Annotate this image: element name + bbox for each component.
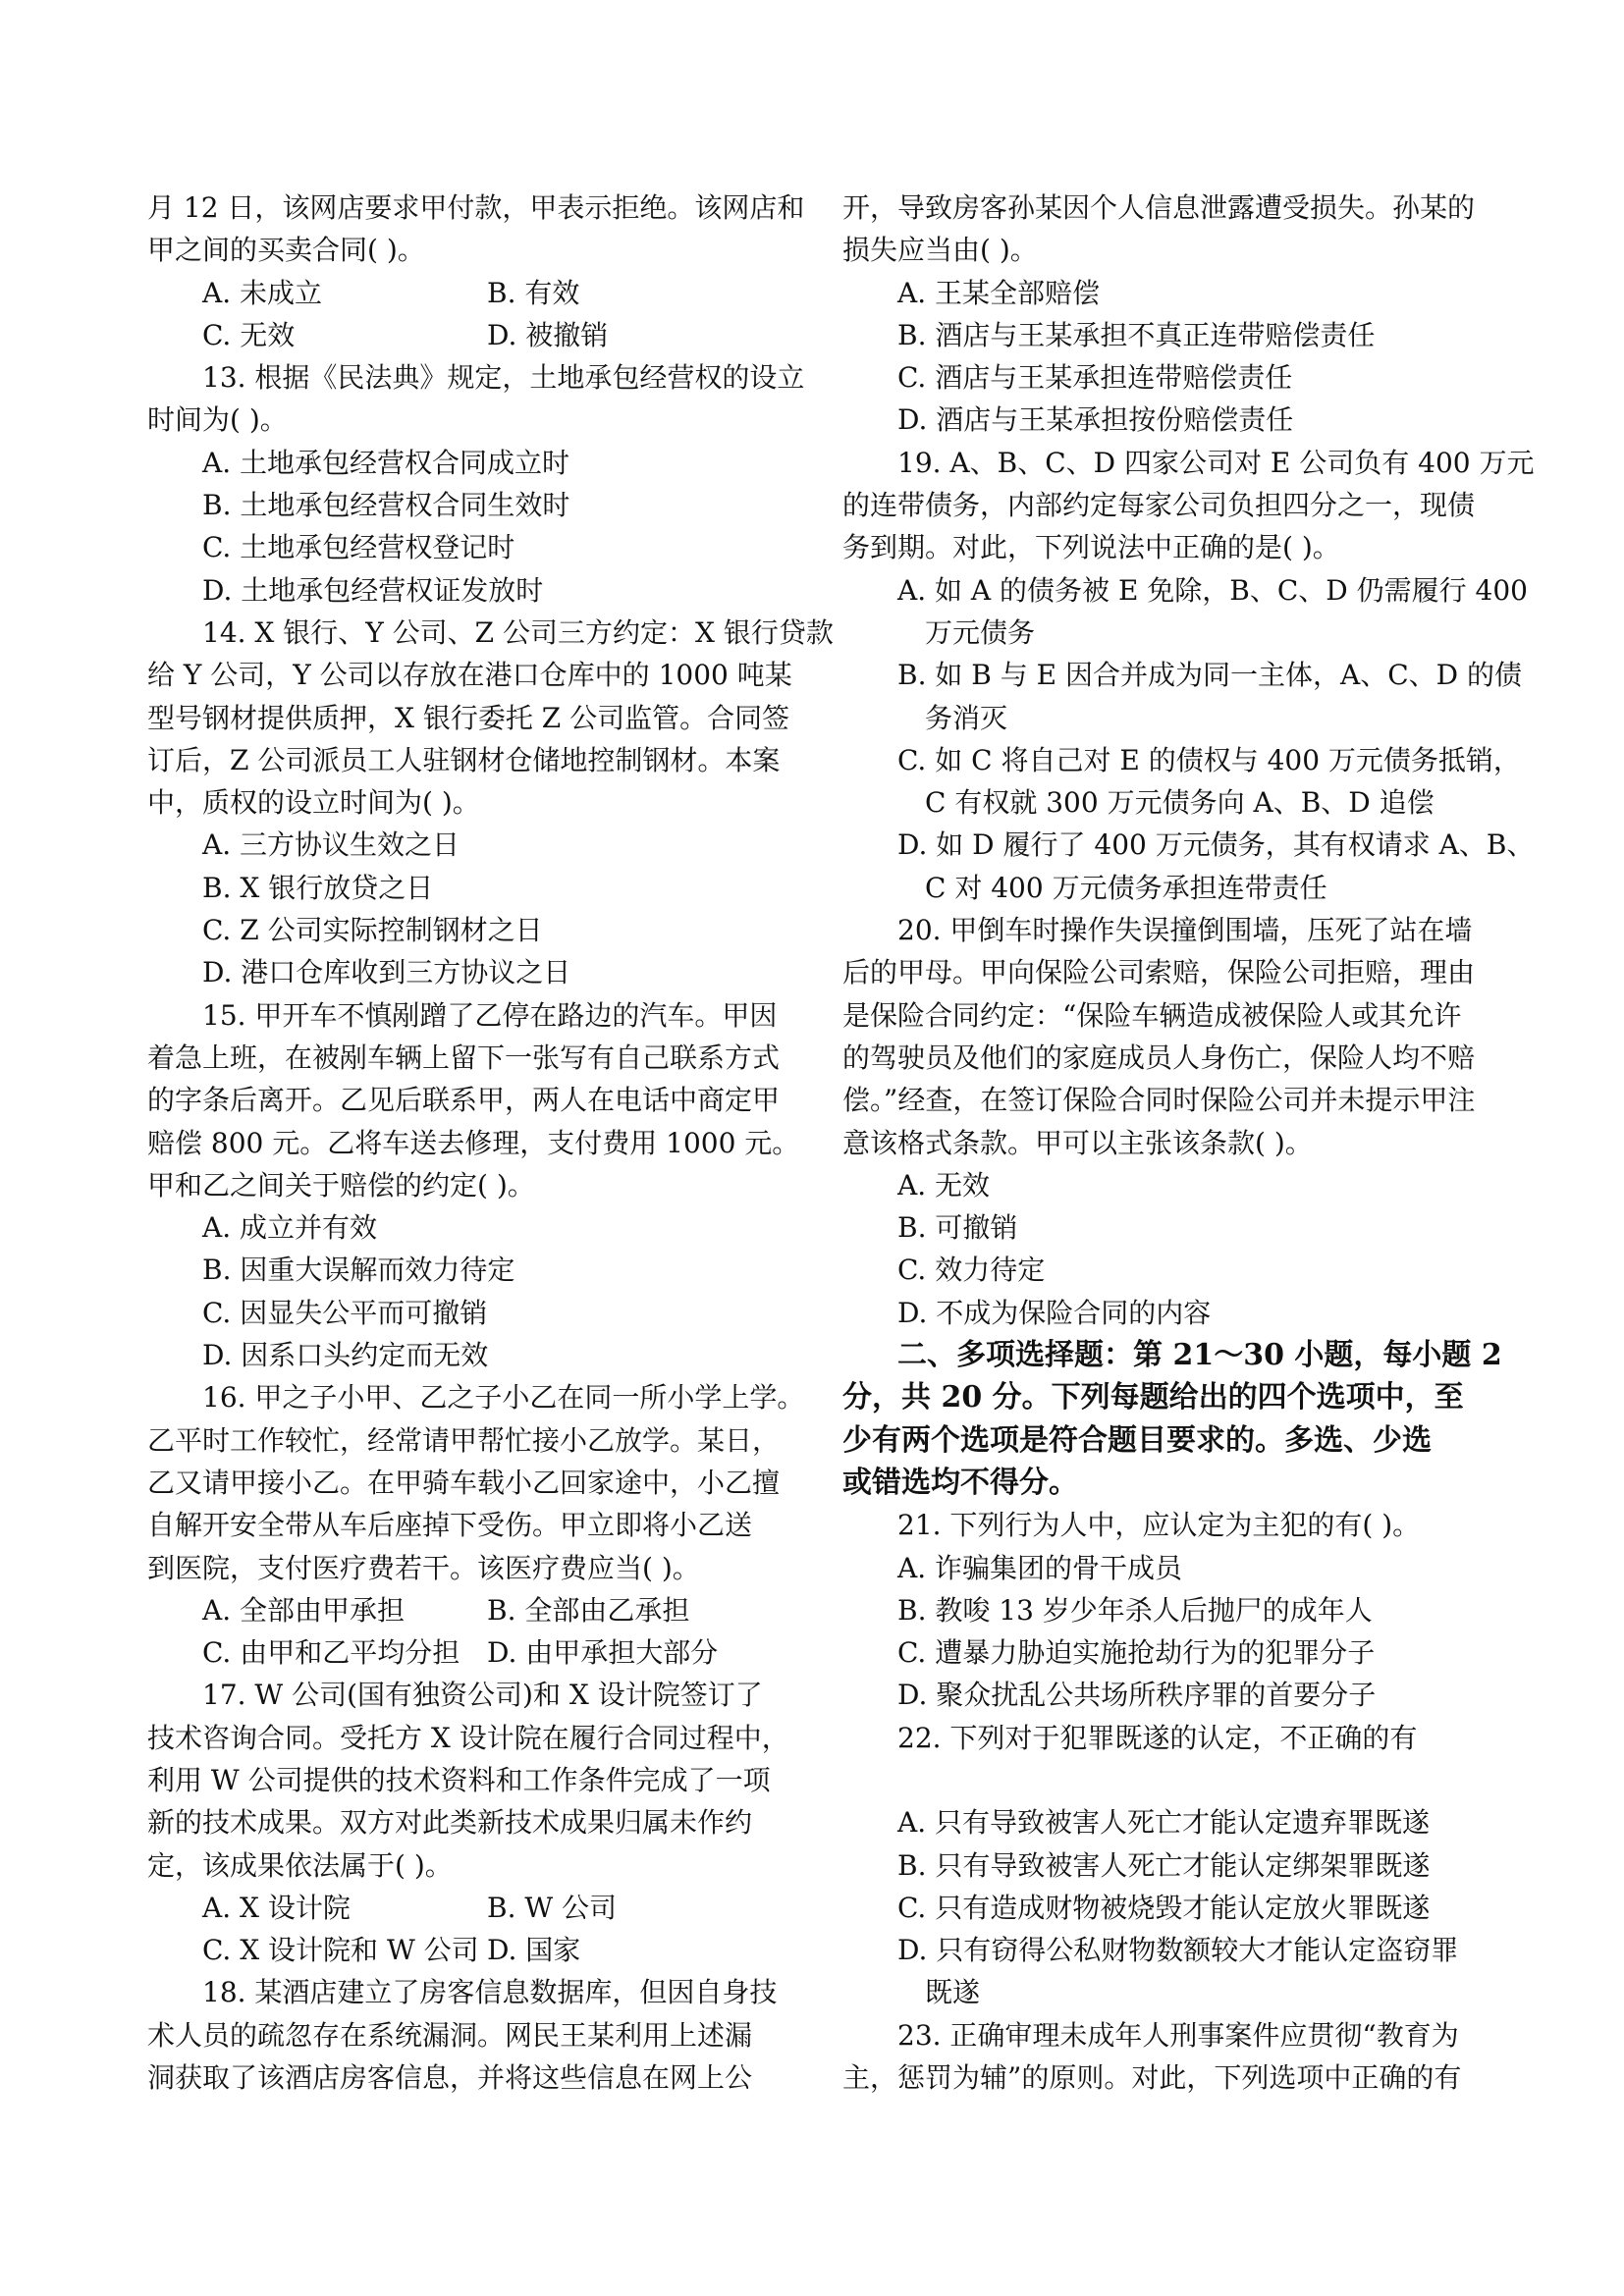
option-d: D. 港口仓库收到三方协议之日 bbox=[202, 956, 571, 989]
section-heading-line: 分，共 20 分。下列每题给出的四个选项中，至 bbox=[842, 1380, 1464, 1415]
question-16 bbox=[147, 1376, 805, 1674]
option-d: D. 如 D 履行了 400 万元债务，其有权请求 A、B、 bbox=[897, 828, 1535, 862]
question-stem-line: 21. 下列行为人中，应认定为主犯的有( )。 bbox=[897, 1509, 1421, 1542]
question-stem-line: 19. A、B、C、D 四家公司对 E 公司负有 400 万元 bbox=[897, 446, 1535, 479]
option-c-continued: C 有权就 300 万元债务向 A、B、D 追偿 bbox=[925, 786, 1435, 820]
option-a: A. X 设计院 bbox=[202, 1891, 351, 1924]
option-d: D. 由甲承担大部分 bbox=[487, 1636, 719, 1670]
question-18 bbox=[147, 1971, 795, 2099]
option-d: D. 国家 bbox=[487, 1934, 581, 1967]
question-20 bbox=[842, 909, 1490, 1334]
question-17 bbox=[147, 1674, 795, 1971]
question-stem-line: 甲之间的买卖合同( )。 bbox=[147, 234, 425, 267]
question-stem-line: 乙又请甲接小乙。在甲骑车载小乙回家途中，小乙擅 bbox=[147, 1466, 781, 1499]
option-c: C. 无效 bbox=[202, 318, 296, 351]
question-stem-line: 甲和乙之间关于赔偿的约定( )。 bbox=[147, 1168, 535, 1201]
question-stem-line: 月 12 日，该网店要求甲付款，甲表示拒绝。该网店和 bbox=[147, 191, 805, 224]
question-stem-line: 偿。”经查，在签订保险合同时保险公司并未提示甲注 bbox=[842, 1084, 1476, 1117]
option-b: B. 教唆 13 岁少年杀人后抛尸的成年人 bbox=[897, 1593, 1373, 1627]
option-b: B. 土地承包经营权合同生效时 bbox=[202, 489, 570, 522]
right-column bbox=[842, 187, 1535, 2099]
option-b: B. 可撤销 bbox=[897, 1211, 1018, 1245]
option-a: A. 诈骗集团的骨干成员 bbox=[897, 1551, 1183, 1584]
section-heading-line: 或错选均不得分。 bbox=[842, 1465, 1078, 1500]
blank-line bbox=[842, 1759, 1490, 1801]
question-stem-line: 到医院，支付医疗费若干。该医疗费应当( )。 bbox=[147, 1551, 700, 1584]
option-d: D. 只有窃得公私财物数额较大才能认定盗窃罪 bbox=[897, 1934, 1459, 1967]
option-c: C. 酒店与王某承担连带赔偿责任 bbox=[897, 361, 1293, 395]
question-stem-line: 主，惩罚为辅”的原则。对此，下列选项中正确的有 bbox=[842, 2061, 1462, 2095]
question-22 bbox=[842, 1717, 1490, 2014]
question-stem-line: 利用 W 公司提供的技术资料和工作条件完成了一项 bbox=[147, 1763, 771, 1796]
option-a: A. 无效 bbox=[897, 1168, 991, 1201]
question-stem-line: 20. 甲倒车时操作失误撞倒围墙，压死了站在墙 bbox=[897, 914, 1473, 947]
question-stem-line: 中，质权的设立时间为( )。 bbox=[147, 786, 480, 820]
option-b-continued: 务消灭 bbox=[925, 701, 1008, 734]
option-c: C. 土地承包经营权登记时 bbox=[202, 531, 515, 564]
question-stem-line: 务到期。对此，下列说法中正确的是( )。 bbox=[842, 531, 1340, 564]
option-d-continued: 既遂 bbox=[925, 1976, 981, 2009]
question-stem-line: 自解开安全带从车后座掉下受伤。甲立即将小乙送 bbox=[147, 1509, 753, 1542]
option-b: B. 有效 bbox=[487, 276, 580, 309]
question-stem-line: 订后，Z 公司派员工人驻钢材仓储地控制钢材。本案 bbox=[147, 743, 781, 776]
section-heading-line: 二、多项选择题：第 21～30 小题，每小题 2 bbox=[897, 1338, 1502, 1373]
option-row bbox=[147, 314, 795, 356]
section-heading-line: 少有两个选项是符合题目要求的。多选、少选 bbox=[842, 1422, 1432, 1458]
question-15 bbox=[147, 994, 800, 1377]
question-14 bbox=[147, 612, 834, 994]
option-b: B. W 公司 bbox=[487, 1891, 618, 1924]
option-c: C. X 设计院和 W 公司 bbox=[202, 1934, 479, 1967]
option-d: D. 聚众扰乱公共场所秩序罪的首要分子 bbox=[897, 1679, 1377, 1712]
question-23 bbox=[842, 2014, 1490, 2100]
option-a: A. 成立并有效 bbox=[202, 1211, 378, 1245]
question-stem-line: 着急上班，在被剐车辆上留下一张写有自己联系方式 bbox=[147, 1041, 781, 1074]
option-b: B. 如 B 与 E 因合并成为同一主体，A、C、D 的债 bbox=[897, 659, 1522, 692]
option-d: D. 土地承包经营权证发放时 bbox=[202, 573, 544, 607]
question-stem-line: 13. 根据《民法典》规定，土地承包经营权的设立 bbox=[202, 361, 805, 395]
option-d-continued: C 对 400 万元债务承担连带责任 bbox=[925, 871, 1327, 904]
left-column bbox=[147, 187, 834, 2099]
question-stem-line: 洞获取了该酒店房客信息，并将这些信息在网上公 bbox=[147, 2061, 753, 2095]
question-stem-line: 乙平时工作较忙，经常请甲帮忙接小乙放学。某日， bbox=[147, 1423, 781, 1457]
option-d: D. 因系口头约定而无效 bbox=[202, 1339, 489, 1372]
option-row bbox=[147, 1887, 795, 1929]
question-stem-line: 16. 甲之子小甲、乙之子小乙在同一所小学上学。 bbox=[202, 1381, 805, 1415]
option-c: C. 效力待定 bbox=[897, 1254, 1046, 1287]
option-a: A. 如 A 的债务被 E 免除，B、C、D 仍需履行 400 bbox=[897, 573, 1528, 607]
option-a: A. 三方协议生效之日 bbox=[202, 828, 460, 862]
option-d: D. 不成为保险合同的内容 bbox=[897, 1296, 1212, 1329]
question-stem-line: 14. X 银行、Y 公司、Z 公司三方约定：X 银行贷款 bbox=[202, 615, 834, 649]
option-a-continued: 万元债务 bbox=[925, 615, 1036, 649]
option-d: D. 被撤销 bbox=[487, 318, 609, 351]
question-21 bbox=[842, 1504, 1490, 1716]
option-d: D. 酒店与王某承担按份赔偿责任 bbox=[897, 403, 1294, 437]
option-c: C. 只有造成财物被烧毁才能认定放火罪既遂 bbox=[897, 1891, 1431, 1924]
question-13 bbox=[147, 356, 805, 612]
section-2-heading bbox=[842, 1334, 1502, 1504]
question-stem-line: 意该格式条款。甲可以主张该条款( )。 bbox=[842, 1126, 1313, 1159]
question-stem-line: 的字条后离开。乙见后联系甲，两人在电话中商定甲 bbox=[147, 1084, 781, 1117]
question-stem-line: 型号钢材提供质押，X 银行委托 Z 公司监管。合同签 bbox=[147, 701, 790, 734]
option-a: A. 王某全部赔偿 bbox=[897, 276, 1101, 309]
question-stem-line: 给 Y 公司，Y 公司以存放在港口仓库中的 1000 吨某 bbox=[147, 659, 792, 692]
question-stem-line: 15. 甲开车不慎剐蹭了乙停在路边的汽车。甲因 bbox=[202, 998, 778, 1032]
question-stem-line: 开，导致房客孙某因个人信息泄露遭受损失。孙某的 bbox=[842, 191, 1476, 224]
option-b: B. 只有导致被害人死亡才能认定绑架罪既遂 bbox=[897, 1848, 1431, 1882]
option-row bbox=[147, 1631, 795, 1674]
question-stem-line: 术人员的疏忽存在系统漏洞。网民王某利用上述漏 bbox=[147, 2018, 753, 2052]
option-b: B. 酒店与王某承担不真正连带赔偿责任 bbox=[897, 318, 1376, 351]
question-stem-line: 的驾驶员及他们的家庭成员人身伤亡，保险人均不赔 bbox=[842, 1041, 1476, 1074]
option-b: B. 因重大误解而效力待定 bbox=[202, 1254, 515, 1287]
question-stem-line: 定，该成果依法属于( )。 bbox=[147, 1848, 453, 1882]
option-c: C. Z 公司实际控制钢材之日 bbox=[202, 914, 543, 947]
question-stem-line: 的连带债务，内部约定每家公司负担四分之一，现债 bbox=[842, 489, 1476, 522]
question-stem-line: 赔偿 800 元。乙将车送去修理，支付费用 1000 元。 bbox=[147, 1126, 800, 1159]
question-stem-line: 新的技术成果。双方对此类新技术成果归属未作约 bbox=[147, 1806, 753, 1840]
option-a: A. 只有导致被害人死亡才能认定遗弃罪既遂 bbox=[897, 1806, 1431, 1840]
option-a: A. 未成立 bbox=[202, 276, 323, 309]
question-stem-line: 时间为( )。 bbox=[147, 403, 288, 437]
question-stem-line: 技术咨询合同。受托方 X 设计院在履行合同过程中， bbox=[147, 1721, 789, 1754]
option-c: C. 遭暴力胁迫实施抢劫行为的犯罪分子 bbox=[897, 1636, 1376, 1670]
question-stem-line: 23. 正确审理未成年人刑事案件应贯彻“教育为 bbox=[897, 2018, 1459, 2052]
question-18-continued bbox=[842, 187, 1490, 442]
option-c: C. 由甲和乙平均分担 bbox=[202, 1636, 460, 1670]
option-row bbox=[147, 1589, 795, 1631]
option-row bbox=[147, 272, 795, 314]
option-c: C. 因显失公平而可撤销 bbox=[202, 1296, 488, 1329]
question-stem-line: 17. W 公司(国有独资公司)和 X 设计院签订了 bbox=[202, 1679, 763, 1712]
question-stem-line: 18. 某酒店建立了房客信息数据库，但因自身技 bbox=[202, 1976, 778, 2009]
option-b: B. 全部由乙承担 bbox=[487, 1593, 690, 1627]
option-a: A. 全部由甲承担 bbox=[202, 1593, 406, 1627]
option-b: B. X 银行放贷之日 bbox=[202, 871, 434, 904]
question-stem-line: 22. 下列对于犯罪既遂的认定，不正确的有 bbox=[897, 1721, 1418, 1754]
option-c: C. 如 C 将自己对 E 的债权与 400 万元债务抵销， bbox=[897, 743, 1521, 776]
question-19 bbox=[842, 442, 1535, 909]
question-stem-line: 是保险合同约定：“保险车辆造成被保险人或其允许 bbox=[842, 998, 1462, 1032]
option-row bbox=[147, 1929, 795, 1971]
question-stem-line: 损失应当由( )。 bbox=[842, 234, 1038, 267]
option-a: A. 土地承包经营权合同成立时 bbox=[202, 446, 570, 479]
question-12 bbox=[147, 187, 805, 356]
question-stem-line: 后的甲母。甲向保险公司索赔，保险公司拒赔，理由 bbox=[842, 956, 1476, 989]
